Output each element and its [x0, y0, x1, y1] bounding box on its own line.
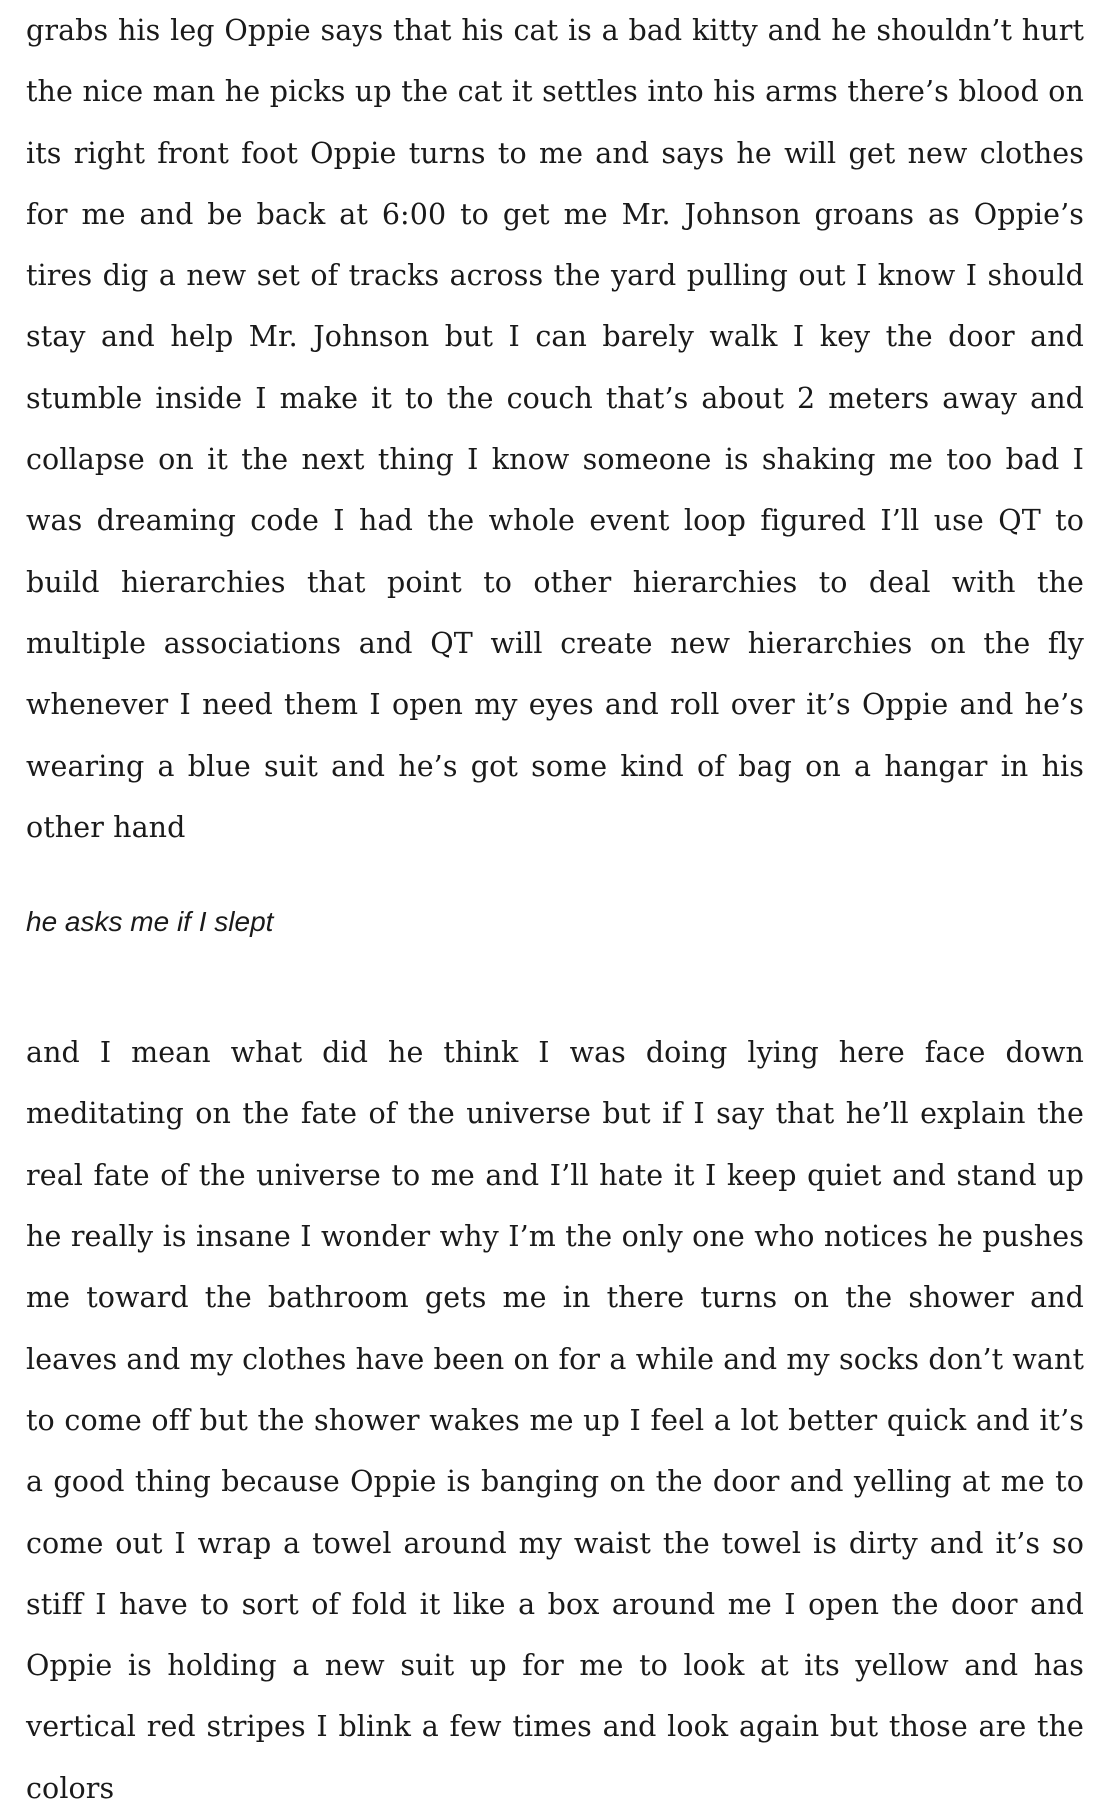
dialogue-line: he asks me if I slept	[26, 906, 274, 938]
paragraph-2: and I mean what did he think I was doing lying here face down meditating on the fate of the universe but if I say that he’ll explain the real fate of the universe to me and I’ll hate it I keep quiet and stand up he really is insane I wonder why I’m the only one who notices he pushes me toward the bathroom gets me in there turns on the shower and leaves and my clothes have been on for a while and my socks don’t want to come off but the shower wakes me up I feel a lot better quick and it’s a good thing because Oppie is banging on the door and yelling at me to come out I wrap a towel around my waist the towel is dirty and it’s so stiff I have to sort of fold it like a box around me I open the door and Oppie is holding a new suit up for me to look at its yellow and has vertical red stripes I blink a few times and look again but those are the colors	[26, 1036, 1084, 1805]
paragraph-1: grabs his leg Oppie says that his cat is a bad kitty and he shouldn’t hurt the nice man he picks up the cat it settles into his arms there’s blood on its right front foot Oppie turns to me and says he will get new clothes for me and be back at 6:00 to get me Mr. Johnson groans as Oppie’s tires dig a new set of tracks across the yard pulling out I know I should stay and help Mr. Johnson but I can barely walk I key the door and stumble inside I make it to the couch that’s about 2 meters away and collapse on it the next thing I know someone is shaking me too bad I was dreaming code I had the whole event loop figured I’ll use QT to build hierarchies that point to other hierarchies to deal with the multiple associations and QT will create new hierarchies on the fly whenever I need them I open my eyes and roll over it’s Oppie and he’s wearing a blue suit and he’s got some kind of bag on a hangar in his other hand	[26, 14, 1084, 844]
document-page	[26, 0, 1084, 1819]
